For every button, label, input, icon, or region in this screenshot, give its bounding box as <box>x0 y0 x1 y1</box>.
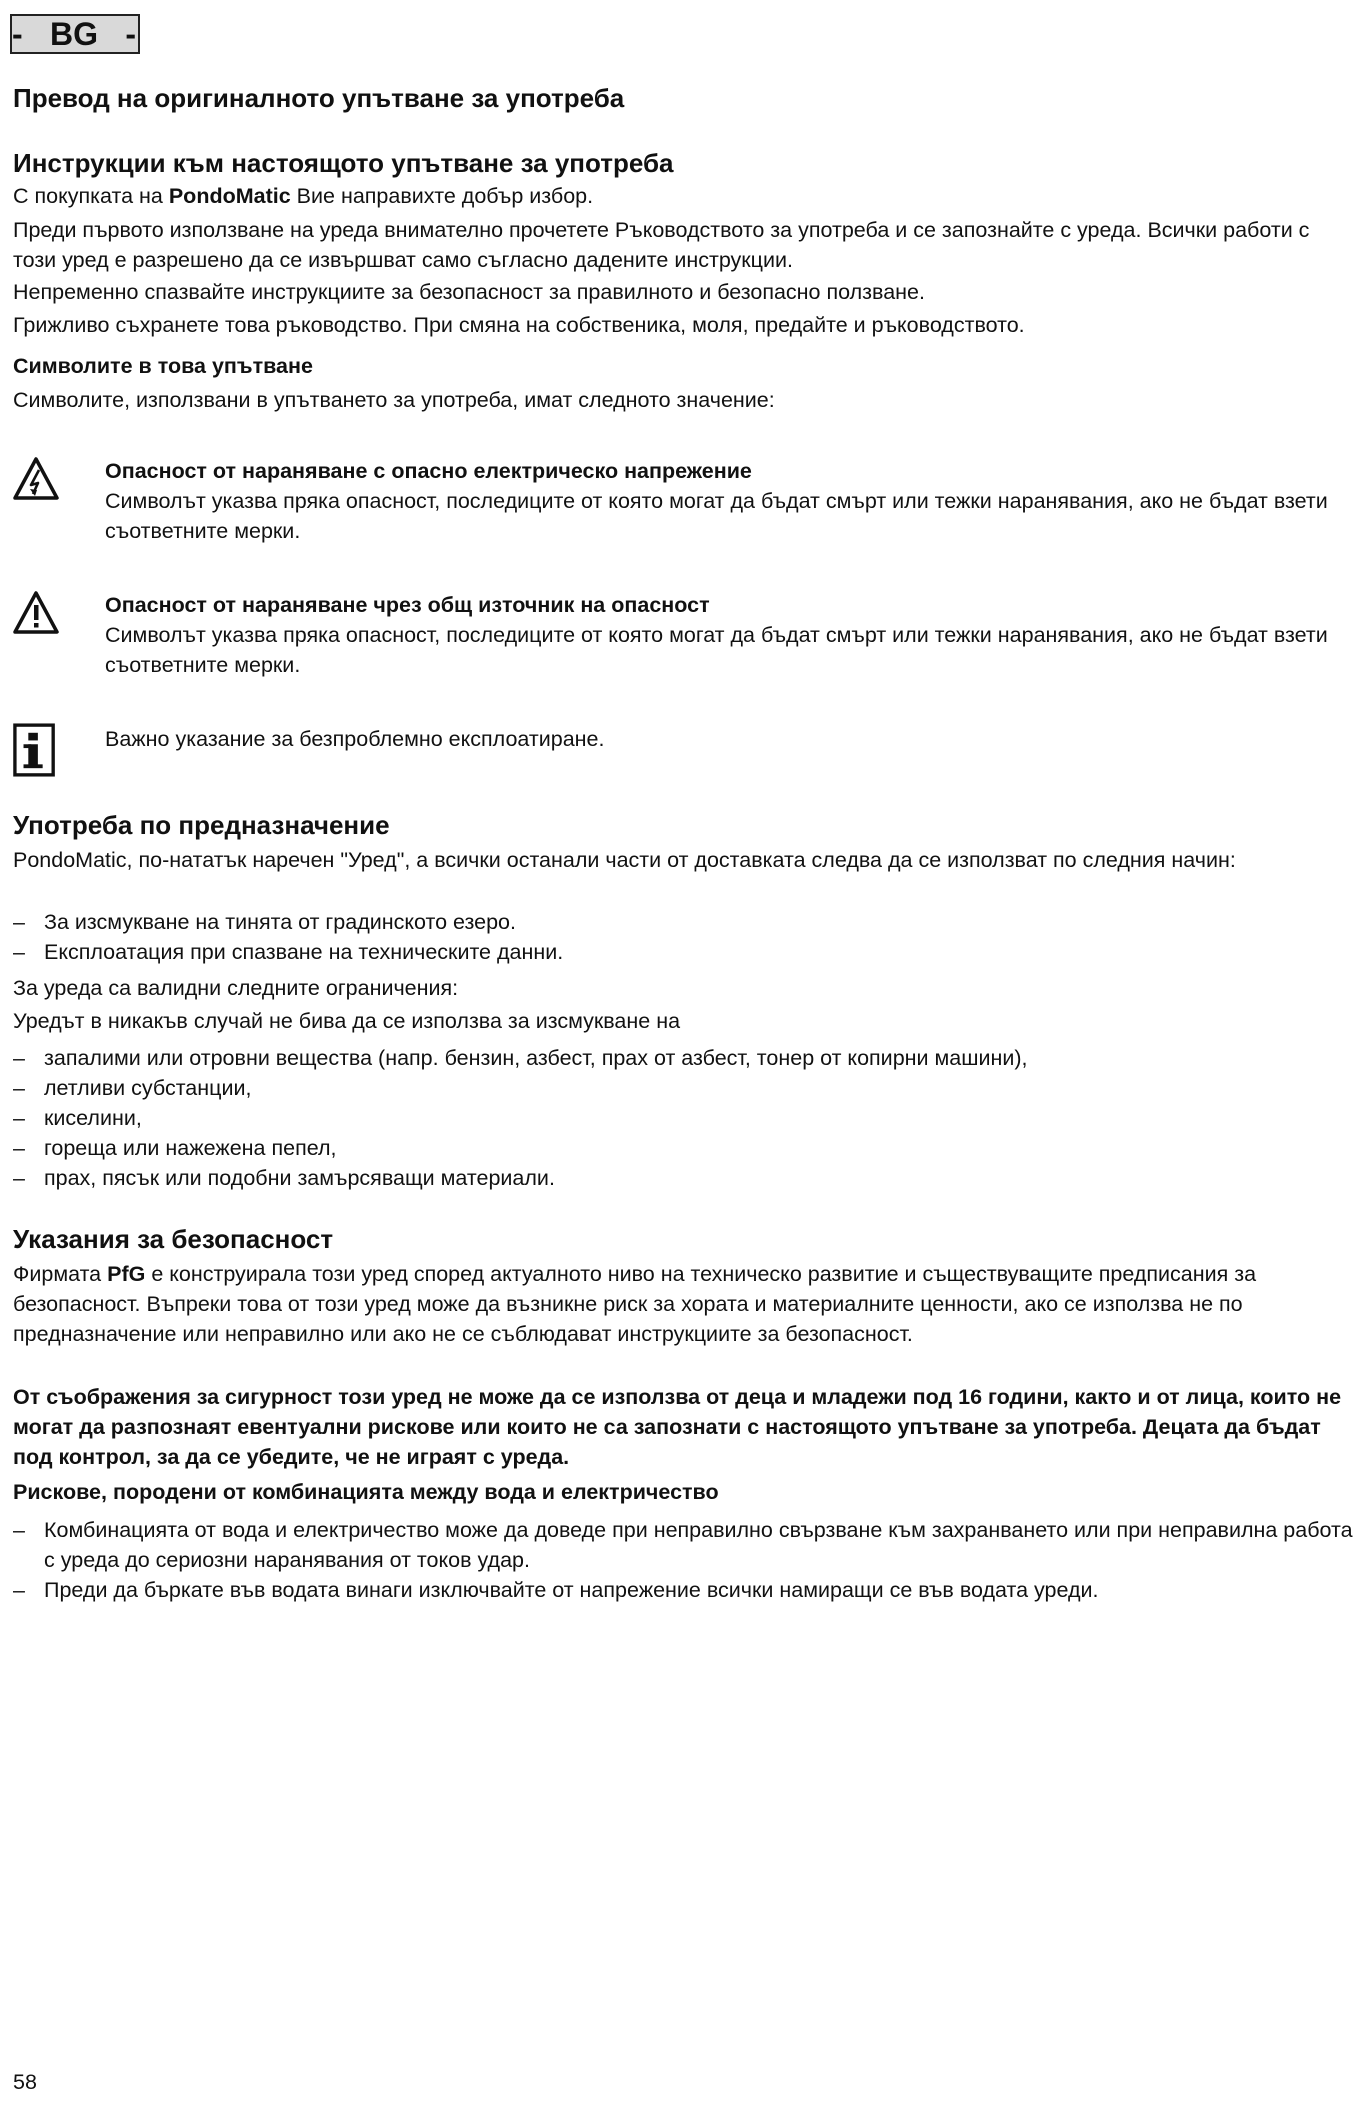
restrictions-lead: Уредът в никакъв случай не бива да се използва за изсмукване на <box>13 1009 681 1033</box>
company-paragraph <box>13 1259 1353 1349</box>
language-tag <box>10 14 140 54</box>
read-instructions-paragraph: Преди първото използване на уреда внимателно прочетете Ръководството за употреба и се запознайте с уреда. Всички работи с този уред е разрешено да се извършват само съгласно дадените инструкции. <box>13 218 1310 272</box>
risk-list <box>13 1515 1353 1605</box>
restrictions-intro: За уреда са валидни следните ограничения: <box>13 976 459 1000</box>
intended-use-intro: PondoMatic, по-нататък наречен "Уред", а всички останали части от доставката следва да се използват по следния начин: <box>13 848 1236 872</box>
intended-use-heading: Употреба по предназначение <box>13 810 390 840</box>
list-item: – Преди да бъркате във водата винаги изключвайте от напрежение всички намиращи се във водата уреди. <box>13 1575 1353 1605</box>
safety-heading: Указания за безопасност <box>13 1224 334 1254</box>
list-item: – гореща или нажежена пепел, <box>13 1133 1353 1163</box>
language-code: BG <box>50 16 98 52</box>
instructions-heading: Инструкции към настоящото упътване за употреба <box>13 148 674 178</box>
restrictions-list <box>13 1043 1353 1193</box>
page-title: Превод на оригиналното упътване за употреба <box>13 83 625 113</box>
symbol-electric-desc: Символът указва пряка опасност, последиците от която могат да бъдат смърт или тежки наранявания, ако не бъдат взети съответните мерки. <box>105 489 1328 543</box>
list-item: – запалими или отровни вещества (напр. бензин, азбест, прах от азбест, тонер от копирни машини), <box>13 1043 1353 1073</box>
safety-instructions-paragraph: Непременно спазвайте инструкциите за безопасност за правилното и безопасно ползване. <box>13 280 925 304</box>
company-name: PfG <box>107 1262 146 1286</box>
symbols-intro: Символите, използвани в упътването за употреба, имат следното значение: <box>13 388 775 412</box>
children-warning: От съображения за сигурност този уред не може да се използва от деца и младежи под 16 години, както и от лица, които не могат да разпознаят евентуални рискове или които не са запознати с настоящото упътване за употреба. Децата да бъдат под контрол, за да се убедите, че не играят с уреда. <box>13 1385 1342 1469</box>
list-item: – летливи субстанции, <box>13 1073 1353 1103</box>
list-item: – прах, пясък или подобни замърсяващи материали. <box>13 1163 1353 1193</box>
company-suffix: е конструирала този уред според актуалното ниво на техническо развитие и съществуващите предписания за безопасност. Въпреки това от този уред може да възникне риск за хората и материалните ценности, ако се използва не по предназначение или неправилно или ако не се съблюдават инструкциите за безопасност. <box>13 1262 1257 1346</box>
company-prefix: Фирмата <box>13 1262 108 1286</box>
electric-hazard-icon <box>13 456 59 502</box>
symbols-heading: Символите в това упътване <box>13 354 313 378</box>
list-item: – Експлоатация при спазване на техническите данни. <box>13 937 1353 967</box>
symbol-general-desc: Символът указва пряка опасност, последиците от която могат да бъдат смърт или тежки наранявания, ако не бъдат взети съответните мерки. <box>105 623 1328 677</box>
symbol-electric-title: Опасност от нараняване с опасно електрическо напрежение <box>105 459 752 483</box>
symbol-general-title: Опасност от нараняване чрез общ източник на опасност <box>105 593 710 617</box>
purchase-paragraph <box>13 181 1353 211</box>
symbol-info-desc: Важно указание за безпроблемно експлоатиране. <box>105 727 605 751</box>
language-tag-right-dash: - <box>125 16 136 52</box>
language-tag-left-dash: - <box>12 16 23 52</box>
intended-use-list <box>13 907 1353 967</box>
page-number: 58 <box>13 2070 37 2094</box>
risk-heading: Рискове, породени от комбинацията между вода и електричество <box>13 1480 719 1504</box>
purchase-prefix: С покупката на <box>13 184 169 208</box>
product-name: PondoMatic <box>168 184 291 208</box>
list-item: – Комбинацията от вода и електричество може да доведе при неправилно свързване към захранването или при неправилна работа с уреда до сериозни наранявания от токов удар. <box>13 1515 1353 1575</box>
general-hazard-icon <box>13 590 59 636</box>
list-item: – За изсмукване на тинята от градинското езеро. <box>13 907 1353 937</box>
keep-manual-paragraph: Грижливо съхранете това ръководство. При смяна на собственика, моля, предайте и ръководството. <box>13 313 1025 337</box>
info-icon <box>13 722 57 778</box>
purchase-suffix: Вие направихте добър избор. <box>290 184 594 208</box>
list-item: – киселини, <box>13 1103 1353 1133</box>
